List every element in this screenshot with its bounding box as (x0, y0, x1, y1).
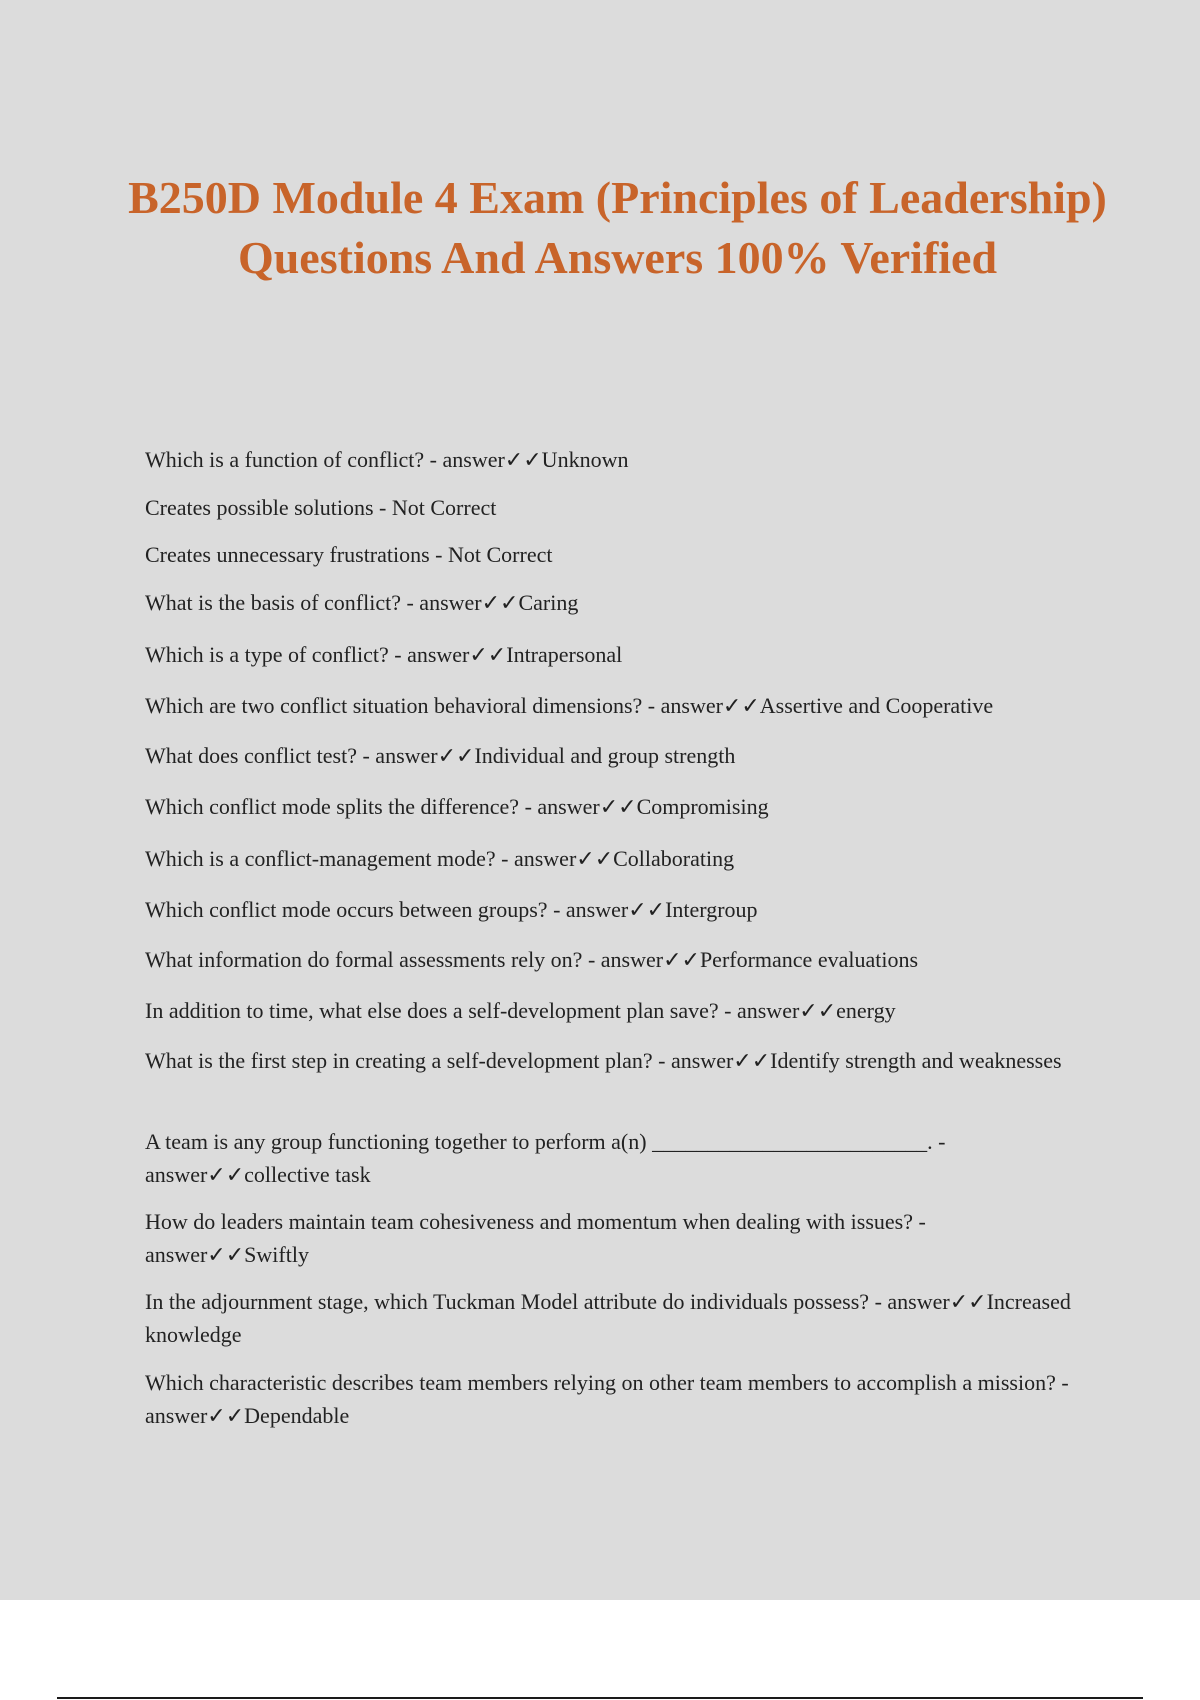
qa-item: What does conflict test? - answer✓✓Individual and group strength (145, 743, 736, 768)
qa-item: In the adjournment stage, which Tuckman Model attribute do individuals possess? - answer✓✓Increased knowledge (145, 1289, 1071, 1347)
qa-item: In addition to time, what else does a self-development plan save? - answer✓✓energy (145, 998, 896, 1023)
qa-item: Creates unnecessary frustrations - Not Correct (145, 542, 553, 567)
qa-item: What information do formal assessments rely on? - answer✓✓Performance evaluations (145, 947, 919, 972)
qa-item: Which is a function of conflict? - answer✓✓Unknown (145, 447, 629, 472)
qa-item: Which conflict mode occurs between groups? - answer✓✓Intergroup (145, 897, 758, 922)
qa-item: Which is a conflict-management mode? - answer✓✓Collaborating (145, 846, 735, 871)
qa-item: Which characteristic describes team members relying on other team members to accomplish a mission? - answer✓✓Dependable (145, 1370, 1069, 1428)
qa-item: Creates possible solutions - Not Correct (145, 495, 497, 520)
qa-item: Which are two conflict situation behavioral dimensions? - answer✓✓Assertive and Cooperative (145, 693, 994, 718)
qa-item: What is the basis of conflict? - answer✓✓Caring (145, 590, 579, 615)
qa-item: How do leaders maintain team cohesiveness and momentum when dealing with issues? - answer✓✓Swiftly (145, 1209, 926, 1267)
footer-rule (57, 1697, 1143, 1699)
qa-item: What is the first step in creating a self-development plan? - answer✓✓Identify strength and weaknesses (145, 1048, 1062, 1073)
qa-item: Which is a type of conflict? - answer✓✓Intrapersonal (145, 642, 623, 667)
qa-item: A team is any group functioning together to perform a(n) _________________________. - answer✓✓collective task (145, 1129, 946, 1187)
qa-item: Which conflict mode splits the difference? - answer✓✓Compromising (145, 794, 769, 819)
document-title: B250D Module 4 Exam (Principles of Leadership) Questions And Answers 100% Verified (128, 172, 1107, 283)
